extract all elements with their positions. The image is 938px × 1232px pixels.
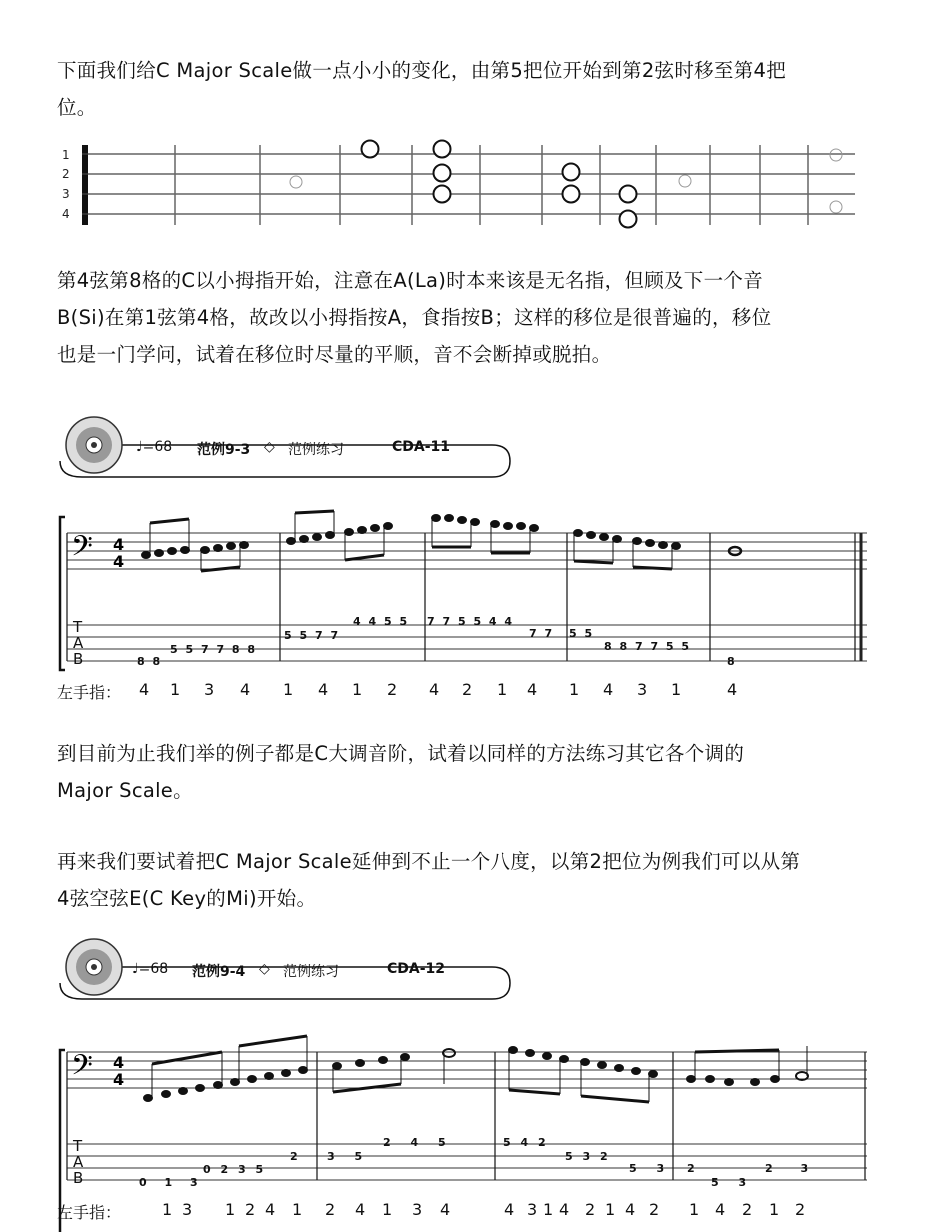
tab-number-group: 5 3 2: [565, 1150, 611, 1163]
finger-number: 4: [240, 680, 251, 699]
note-dot: [620, 186, 637, 203]
fretboard-inlays: [290, 149, 842, 213]
string-label: 2: [62, 167, 70, 181]
paragraph-explanation: [57, 262, 877, 373]
finger-number: 1: [352, 680, 363, 699]
finger-number: 3: [182, 1200, 193, 1219]
fingering-label: 左手指：: [57, 1203, 122, 1222]
diamond-glyph: ◇: [264, 439, 275, 455]
finger-number: 4: [715, 1200, 726, 1219]
tab-number-group: 7 7 5 5 4 4: [427, 615, 515, 628]
finger-number: 4: [559, 1200, 570, 1219]
example-name: 范例9-4: [192, 964, 246, 980]
finger-number: 1: [382, 1200, 393, 1219]
finger-number: 4: [527, 680, 538, 699]
example-type: 范例练习: [283, 964, 339, 980]
note-dot: [434, 186, 451, 203]
finger-number: 1: [283, 680, 294, 699]
tab-letter: T: [73, 618, 83, 636]
text-line: 第4弦第8格的C以小拇指开始，注意在A(La)时本来该是无名指，但顾及下一个音: [57, 269, 763, 292]
text-line: 再来我们要试着把C Major Scale延伸到不止一个八度，以第2把位为例我们可以从第: [57, 850, 801, 873]
finger-number: 4: [429, 680, 440, 699]
string-label: 3: [62, 187, 70, 201]
tab-letter: B: [73, 650, 84, 668]
notes-measure-4: [574, 530, 681, 570]
fretboard-strings: [82, 154, 855, 214]
text-line: 4弦空弦E(C Key的Mi)开始。: [57, 887, 317, 910]
finger-number: 4: [440, 1200, 451, 1219]
text-line: B(Si)在第1弦第4格，故改以小拇指按A，食指按B；这样的移位是很普遍的，移位: [57, 306, 772, 329]
text-line: 位。: [57, 96, 97, 119]
tab-number-group: 0 1 3: [139, 1176, 205, 1189]
tab-number-group: 5 3: [629, 1162, 673, 1175]
tab-number-group: 2: [687, 1162, 697, 1175]
example-banner-9-3: [52, 415, 512, 479]
time-signature-top: 4: [113, 535, 125, 554]
bass-clef: 𝄢: [71, 1049, 93, 1089]
notes-measure-2: [287, 511, 393, 560]
finger-number: 4: [318, 680, 329, 699]
finger-number: 4: [603, 680, 614, 699]
example-banner-9-4: [52, 937, 512, 1001]
cd-track-code: CDA-11: [392, 439, 451, 455]
paragraph-practice-keys: [57, 735, 877, 809]
tab-letter: B: [73, 1169, 84, 1187]
tab-number-group: 2 4 5: [383, 1136, 454, 1149]
system-bracket: [60, 517, 65, 670]
finger-number: 4: [265, 1200, 276, 1219]
finger-number: 1: [671, 680, 682, 699]
finger-number: 2: [742, 1200, 753, 1219]
string-label: 4: [62, 207, 70, 221]
tab-number-group: 2: [290, 1150, 300, 1163]
note-dot: [362, 141, 379, 158]
tab-number-group: 0 2 3 5: [203, 1163, 267, 1176]
finger-number: 2: [585, 1200, 596, 1219]
finger-number: 1: [769, 1200, 780, 1219]
finger-number: 2: [795, 1200, 806, 1219]
tab-number-group: 5 4 2: [503, 1136, 549, 1149]
finger-number: 2: [325, 1200, 336, 1219]
fretboard-diagram: [60, 130, 860, 232]
notes-measure-1: [142, 519, 249, 571]
fretboard-frets: [175, 145, 808, 225]
finger-number: 1: [569, 680, 580, 699]
note-dot: [620, 211, 637, 228]
finger-number: 1: [225, 1200, 236, 1219]
finger-number: 4: [139, 680, 150, 699]
time-signature-top: 4: [113, 1053, 125, 1072]
notes-measure-3: [509, 1047, 658, 1103]
finger-number: 4: [355, 1200, 366, 1219]
paragraph-intro: [57, 52, 877, 126]
tab-number-group: 5 3: [711, 1176, 755, 1189]
tab-number-group: 5 5 7 7 8 8: [170, 643, 258, 656]
finger-number: 4: [625, 1200, 636, 1219]
note-dot: [563, 164, 580, 181]
finger-number: 1: [170, 680, 181, 699]
text-line: 到目前为止我们举的例子都是C大调音阶，试着以同样的方法练习其它各个调的: [57, 742, 745, 765]
tab-lines: [67, 1144, 867, 1180]
tab-numbers: [137, 615, 737, 668]
finger-number: 3: [204, 680, 215, 699]
tab-number-group: 8 8 7 7 5 5: [604, 640, 692, 653]
finger-number: 2: [462, 680, 473, 699]
finger-number: 3: [527, 1200, 538, 1219]
tab-letter: A: [73, 634, 84, 652]
example-type: 范例练习: [288, 442, 344, 458]
tab-number-group: 8: [727, 655, 737, 668]
text-line: 也是一门学问，试着在移位时尽量的平顺，音不会断掉或脱拍。: [57, 343, 612, 366]
time-signature-bottom: 4: [113, 1070, 125, 1089]
finger-number: 1: [162, 1200, 173, 1219]
music-staff-9-3: [55, 505, 875, 675]
finger-number: 2: [649, 1200, 660, 1219]
notes-measure-3: [432, 515, 539, 554]
tab-number-group: 3 5: [327, 1150, 371, 1163]
finger-number: 1: [543, 1200, 554, 1219]
time-signature-bottom: 4: [113, 552, 125, 571]
bass-clef: 𝄢: [71, 530, 93, 570]
finger-number: 3: [637, 680, 648, 699]
diamond-glyph: ◇: [259, 961, 270, 977]
finger-number: 4: [504, 1200, 515, 1219]
cd-track-code: CDA-12: [387, 961, 446, 977]
fretboard-string-labels: [62, 148, 70, 221]
paragraph-extend-octave: [57, 843, 877, 917]
tempo-marking: ♩=68: [132, 961, 169, 977]
finger-number: 1: [497, 680, 508, 699]
tempo-marking: ♩=68: [136, 439, 173, 455]
string-label: 1: [62, 148, 70, 162]
tab-number-group: 8 8: [137, 655, 163, 668]
finger-number: 2: [245, 1200, 256, 1219]
fretboard-nut: [82, 145, 88, 225]
finger-number: 3: [412, 1200, 423, 1219]
note-dot: [434, 141, 451, 158]
finger-number: 2: [387, 680, 398, 699]
fingering-label: 左手指：: [57, 683, 122, 702]
note-dot: [434, 165, 451, 182]
finger-number: 1: [605, 1200, 616, 1219]
text-line: 下面我们给C Major Scale做一点小小的变化，由第5把位开始到第2弦时移至第4把: [57, 59, 787, 82]
tab-letter: T: [73, 1137, 83, 1155]
finger-number: 1: [689, 1200, 700, 1219]
note-dot: [563, 186, 580, 203]
barlines: [67, 1052, 865, 1180]
text-line: Major Scale。: [57, 779, 193, 802]
tab-letter: A: [73, 1153, 84, 1171]
tab-number-group: 2 3: [765, 1162, 821, 1175]
finger-number: 4: [727, 680, 738, 699]
tab-number-group: 5 5 7 7: [284, 629, 341, 642]
finger-number: 1: [292, 1200, 303, 1219]
tab-number-group: 5 5: [569, 627, 595, 640]
tab-number-group: 4 4 5 5: [353, 615, 410, 628]
notes-measure-1: [144, 1036, 308, 1102]
example-name: 范例9-3: [197, 442, 251, 458]
tab-number-group: 7 7: [529, 627, 555, 640]
